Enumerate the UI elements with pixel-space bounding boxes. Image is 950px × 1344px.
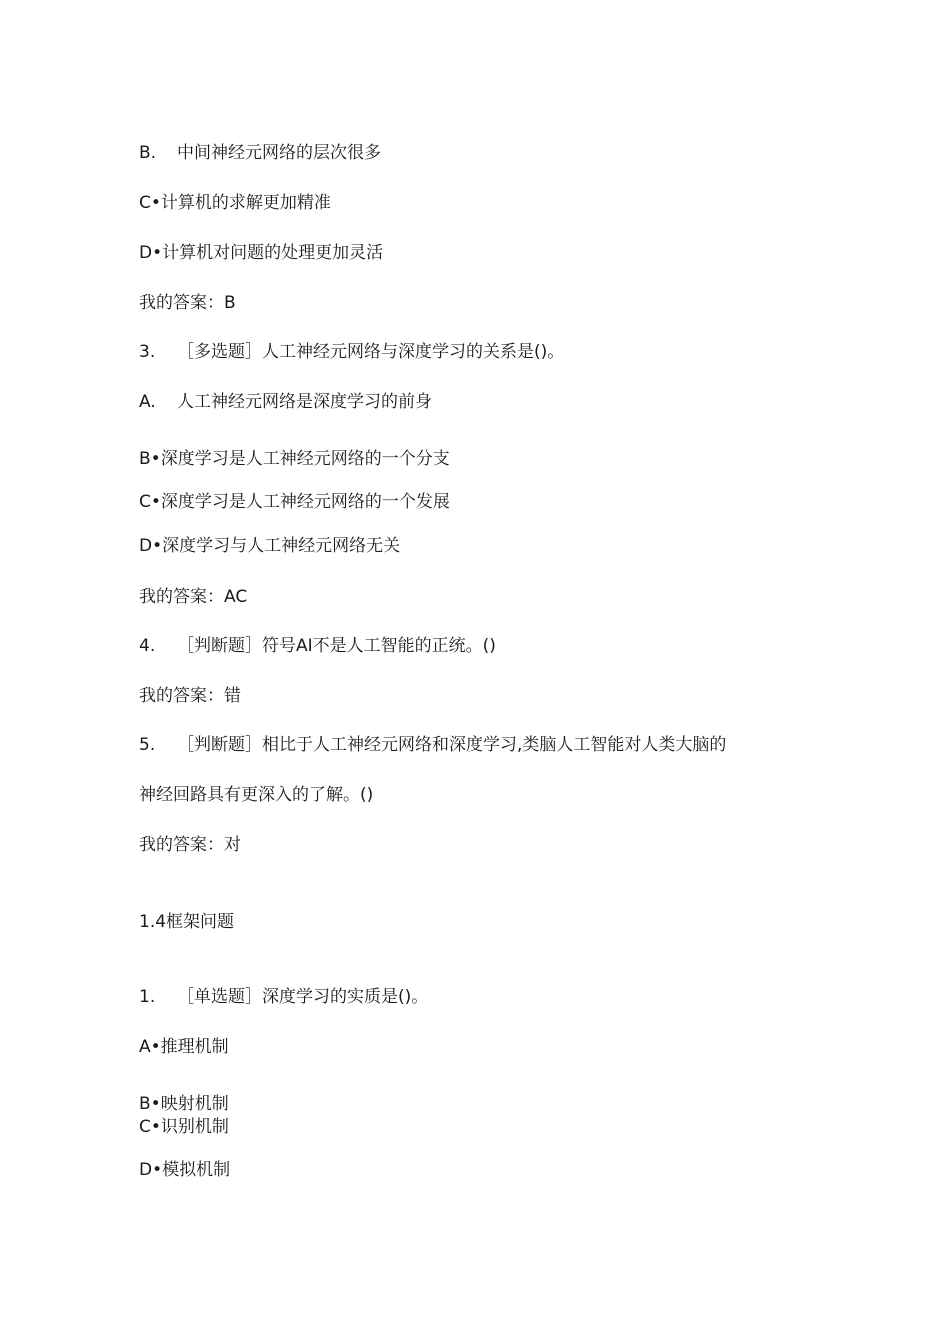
option-text: C•识别机制 (139, 1117, 229, 1137)
option-text: D•深度学习与人工神经元网络无关 (139, 536, 401, 556)
my-answer-line (139, 292, 236, 314)
answer-text: 我的答案：AC (139, 587, 248, 607)
question-4-line (139, 635, 496, 657)
option-label: A. (139, 392, 156, 412)
option-text: A•推理机制 (139, 1037, 229, 1057)
question-3-line (139, 341, 564, 363)
question-text: ［判断题］相比于人工神经元网络和深度学习,类脑人工智能对人类大脑的 (177, 735, 727, 755)
option-d-line (139, 535, 400, 557)
option-a-line (139, 391, 432, 413)
option-text: D•计算机对问题的处理更加灵活 (139, 243, 384, 263)
question-text: 神经回路具有更深入的了解。() (139, 785, 374, 805)
answer-text: 我的答案：错 (139, 686, 241, 706)
answer-text: 我的答案：对 (139, 835, 241, 855)
question-text: ［单选题］深度学习的实质是()。 (177, 987, 429, 1007)
section-heading (139, 911, 234, 933)
option-b-line (139, 142, 381, 164)
option-text: B•映射机制 (139, 1094, 229, 1114)
option-c-line (139, 1116, 229, 1138)
question-number: 5. (139, 735, 156, 755)
option-text: D•模拟机制 (139, 1160, 231, 1180)
option-text: 人工神经元网络是深度学习的前身 (177, 392, 432, 412)
option-text: 中间神经元网络的层次很多 (177, 143, 381, 163)
my-answer-line (139, 586, 247, 608)
option-c-line (139, 192, 331, 214)
option-d-line (139, 242, 383, 264)
question-number: 1. (139, 987, 156, 1007)
question-number: 3. (139, 342, 156, 362)
question-text: ［多选题］人工神经元网络与深度学习的关系是()。 (177, 342, 565, 362)
question-5-line (139, 734, 726, 756)
option-c-line (139, 491, 450, 513)
option-b-line (139, 1093, 229, 1115)
option-label: B. (139, 143, 157, 163)
section-title: 1.4框架问题 (139, 912, 235, 932)
option-b-line (139, 448, 450, 470)
question-text: ［判断题］符号AI不是人工智能的正统。() (177, 636, 496, 656)
question-5-continuation (139, 784, 373, 806)
my-answer-line (139, 834, 241, 856)
option-text: B•深度学习是人工神经元网络的一个分支 (139, 449, 450, 469)
option-text: C•深度学习是人工神经元网络的一个发展 (139, 492, 450, 512)
question-number: 4. (139, 636, 156, 656)
option-text: C•计算机的求解更加精准 (139, 193, 331, 213)
option-d-line (139, 1159, 230, 1181)
option-a-line (139, 1036, 229, 1058)
answer-text: 我的答案：B (139, 293, 236, 313)
my-answer-line (139, 685, 241, 707)
question-1-line (139, 986, 428, 1008)
